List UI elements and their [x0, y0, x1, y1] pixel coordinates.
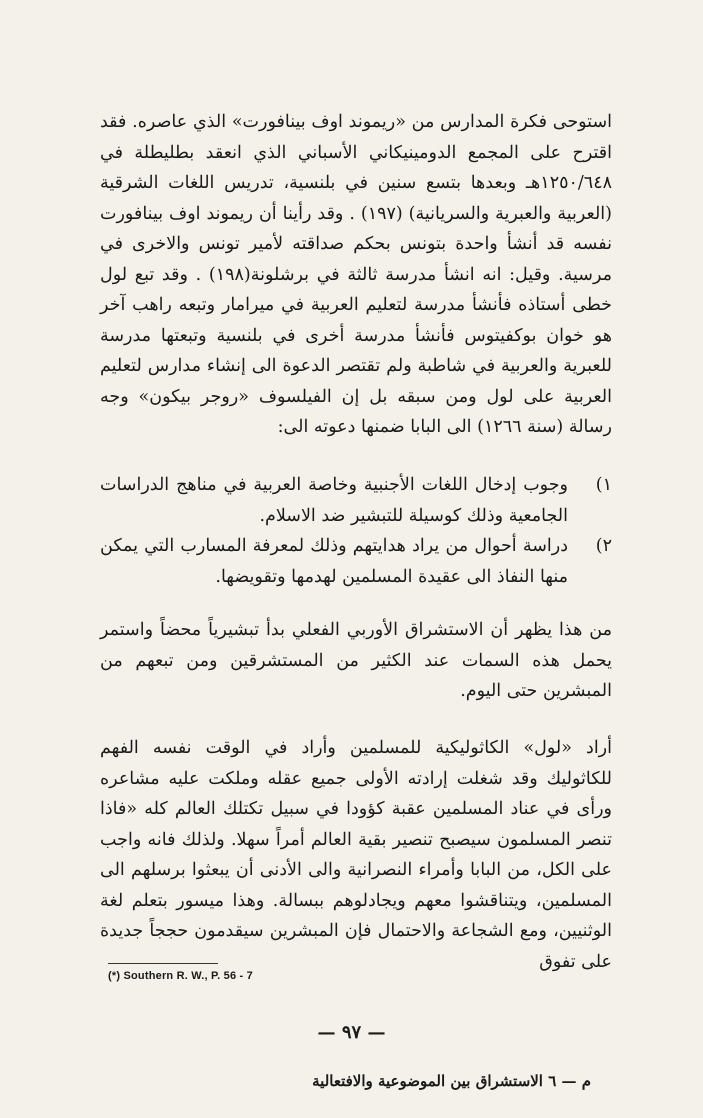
- paragraph-2: [100, 615, 612, 707]
- paragraph-1-text: استوحى فكرة المدارس من «ريموند اوف بينافورت» الذي عاصره. فقد اقترح على المجمع الدومينيكاني الأسباني الذي انعقد بطليطلة في ١٢٥٠/٦٤٨هـ وبعدها بتسع سنين في بلنسية، تدريس اللغات الشرقية (العربية والعبرية والسريانية) (١٩٧) . وقد رأينا أن ريموند اوف بينافورت نفسه قد أنشأ واحدة بتونس بحكم صداقته لأمير تونس والاخرى في مرسية. وقيل: انه انشأ مدرسة ثالثة في برشلونة(١٩٨) . وقد تبع لول خطى أستاذه فأنشأ مدرسة لتعليم العربية في ميرامار وتبعه راهب آخر هو خوان بوكفيتوس فأنشأ مدرسة أخرى في بلنسية وتبعتها مدرسة للعبرية والعربية في شاطبة ولم تقتصر الدعوة الى إنشاء مدارس لتعليم العربية على لول ومن سبقه بل إن الفيلسوف «روجر بيكون» وجه رسالة (سنة ١٢٦٦) الى البابا ضمنها دعوته الى:: [100, 112, 612, 437]
- paragraph-3: [100, 733, 612, 977]
- list-item: [100, 470, 612, 531]
- running-footer: م — ٦ الاستشراق بين الموضوعية والافتعالية: [312, 1072, 591, 1090]
- list-item-number: ٢): [595, 536, 612, 556]
- footnote-divider: [108, 963, 218, 964]
- paragraph-1: [100, 107, 612, 443]
- list-item: [100, 531, 612, 592]
- list-item-number: ١): [595, 475, 612, 495]
- paragraph-3-text: أراد «لول» الكاثوليكية للمسلمين وأراد في الوقت نفسه الفهم للكاثوليك وقد شغلت إرادته الأولى جميع عقله وملكت عليه مشاعره ورأى في عناد المسلمين عقبة كؤودا في سبيل تكتلك العالم كله «فاذا تنصر المسلمون سيصبح تنصير بقية العالم أمراً سهلا. ولذلك فانه واجب على الكل، من البابا وأمراء النصرانية والى الأدنى أن يبعثوا برسلهم الى المسلمين، ويتناقشوا معهم ويجادلوهم ببسالة. وهذا ميسور بتعلم لغة الوثنيين، ومع الشجاعة والاحتمال فإن المبشرين سيقدمون حججاً جديدة على تفوق: [100, 738, 612, 972]
- paragraph-2-text: من هذا يظهر أن الاستشراق الأوربي الفعلي بدأ تبشيرياً محضاً واستمر يحمل هذه السمات عند الكثير من المستشرقين ومن تبعهم من المبشرين حتى اليوم.: [100, 620, 612, 701]
- numbered-list: [100, 470, 612, 592]
- footnote: (*) Southern R. W., P. 56 - 7: [108, 970, 253, 982]
- list-item-text: دراسة أحوال من يراد هدايتهم وذلك لمعرفة المسارب التي يمكن منها النفاذ الى عقيدة المسلمين لهدمها وتقويضها.: [100, 536, 568, 587]
- list-item-text: وجوب إدخال اللغات الأجنبية وخاصة العربية في مناهج الدراسات الجامعية وذلك كوسيلة للتبشير ضد الاسلام.: [100, 475, 568, 526]
- page-number: — ٩٧ —: [317, 1022, 386, 1043]
